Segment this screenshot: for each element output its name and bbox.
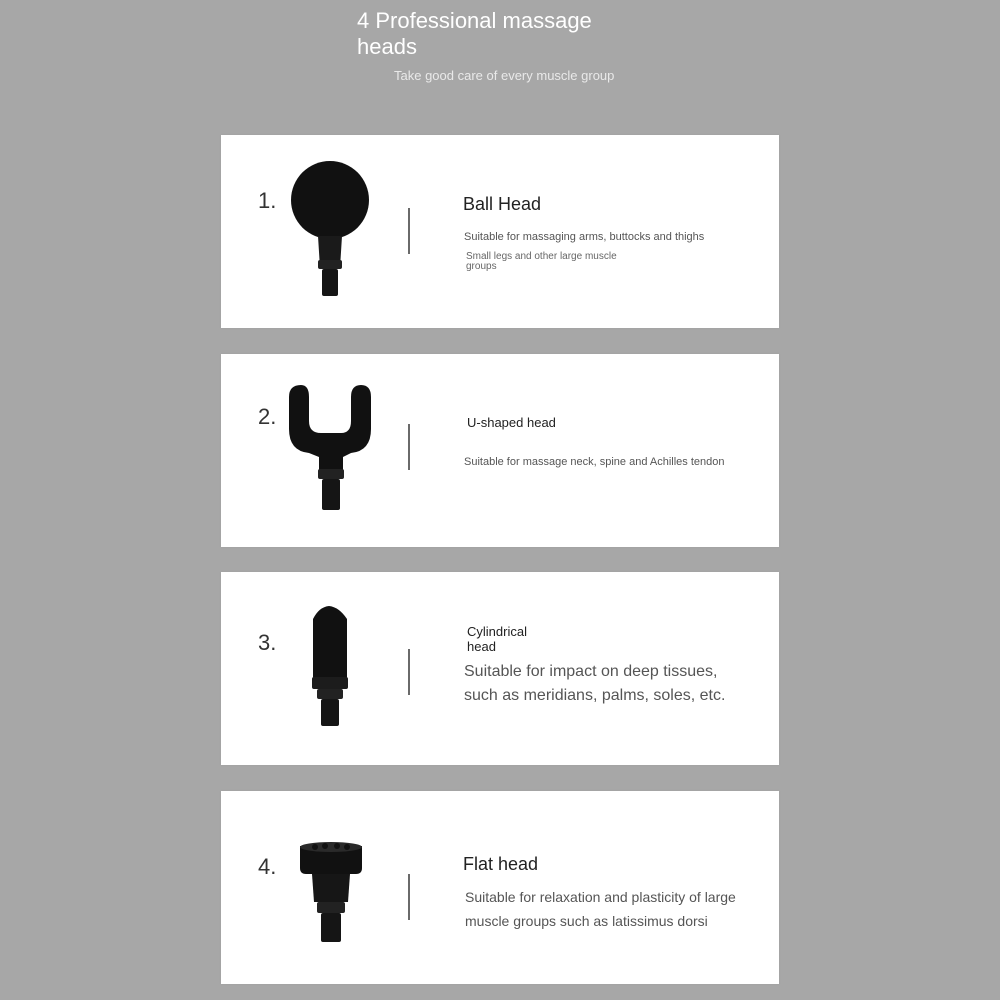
head-description-secondary: Small legs and other large muscle groups (466, 251, 617, 272)
divider (408, 649, 410, 695)
head-description: Suitable for massaging arms, buttocks and thighs (464, 231, 705, 243)
flat-head-icon (281, 816, 381, 961)
head-name: U-shaped head (467, 415, 556, 430)
ball-head-card (221, 135, 779, 328)
item-number: 1. (258, 188, 277, 213)
page-subtitle: Take good care of every muscle group (394, 68, 615, 83)
head-name: Ball Head (463, 194, 542, 214)
cylindrical-head-icon (281, 597, 381, 742)
ball-head-icon (281, 160, 381, 305)
item-number: 2. (258, 404, 277, 429)
cylindrical-head-card (221, 572, 779, 765)
head-name: Flat head (463, 854, 539, 874)
head-name: Cylindrical head (467, 624, 527, 654)
divider (408, 424, 410, 470)
head-description: Suitable for impact on deep tissues, such as meridians, palms, soles, etc. (464, 663, 726, 704)
divider (408, 874, 410, 920)
divider (408, 208, 410, 254)
page-title: 4 Professional massage heads (357, 8, 592, 59)
u-shaped-head-card (221, 354, 779, 547)
head-description: Suitable for relaxation and plasticity of large muscle groups such as latissimus dorsi (465, 889, 736, 929)
item-number: 4. (258, 854, 277, 879)
item-number: 3. (258, 630, 277, 655)
u-shaped-head-icon (281, 379, 381, 524)
flat-head-card (221, 791, 779, 984)
head-description: Suitable for massage neck, spine and Achilles tendon (464, 456, 725, 468)
